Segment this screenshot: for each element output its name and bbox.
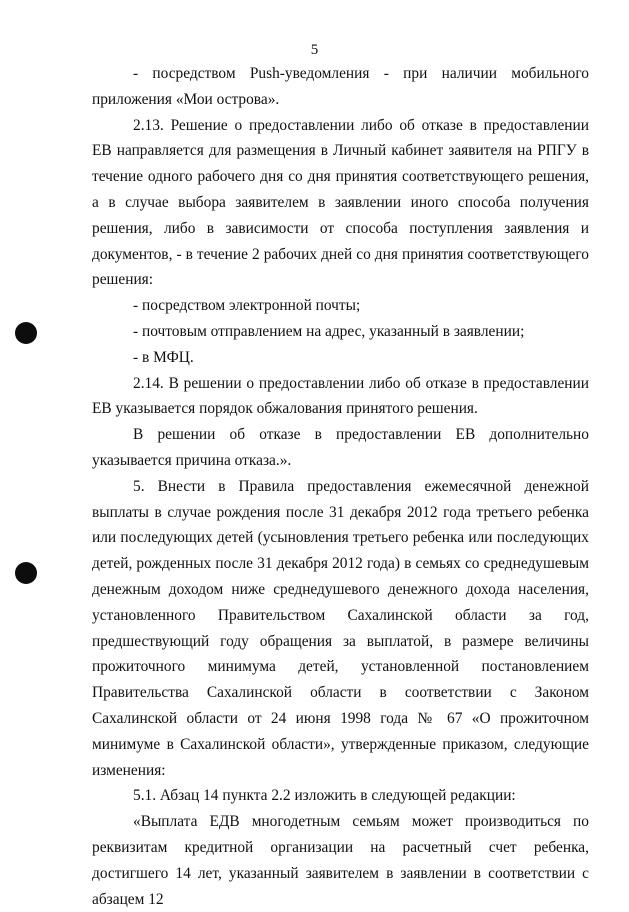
hole-punch-mark [15, 322, 37, 344]
paragraph-5-1: 5.1. Абзац 14 пункта 2.2 изложить в следующей редакции: [133, 787, 516, 805]
list-item: - почтовым отправлением на адрес, указанный в заявлении; [133, 322, 525, 340]
document-body [92, 61, 589, 912]
list-item: - посредством Push-уведомления - при наличии мобильного приложения «Мои острова». [92, 65, 589, 108]
paragraph: В решении об отказе в предоставлении ЕВ дополнительно указывается причина отказа.». [92, 426, 589, 469]
list-item: - посредством электронной почты; [133, 297, 361, 315]
paragraph-5: 5. Внести в Правила предоставления ежемесячной денежной выплаты в случае рождения после 31 декабря 2012 года третьего ребенка или последующих детей (усыновления третьего ребенка или последующих детей, рожденных после 31 декабря 2012 года) в семьях со среднедушевым денежным доходом ниже среднедушевого денежного дохода населения, установленного Правительством Сахалинской области за год, предшествующий году обращения за выплатой, в размере величины прожиточного минимума детей, установленной постановлением Правительства Сахалинской области в соответствии с Законом Сахалинской области от 24 июня 1998 года № 67 «О прожиточном минимуме в Сахалинской области», утвержденные приказом, следующие изменения: [92, 477, 589, 779]
paragraph-2-13: 2.13. Решение о предоставлении либо об отказе в предоставлении ЕВ направляется для размещения в Личный кабинет заявителя на РПГУ в течение одного рабочего дня со дня принятия соответствующего решения, а в случае выбора заявителем в заявлении иного способа получения решения, либо в зависимости от способа поступления заявления и документов, - в течение 2 рабочих дней со дня принятия соответствующего решения: [92, 116, 589, 289]
page-number: 5 [310, 42, 319, 58]
hole-punch-mark [15, 562, 37, 584]
paragraph-2-14: 2.14. В решении о предоставлении либо об отказе в предоставлении ЕВ указывается порядок обжалования принятого решения. [92, 374, 589, 418]
list-item: - в МФЦ. [133, 348, 194, 366]
paragraph: «Выплата ЕДВ многодетным семьям может производиться по реквизитам кредитной организации на расчетный счет ребенка, достигшего 14 лет, указанный заявителем в заявлении в соответствии с абзацем 12 [92, 813, 589, 908]
